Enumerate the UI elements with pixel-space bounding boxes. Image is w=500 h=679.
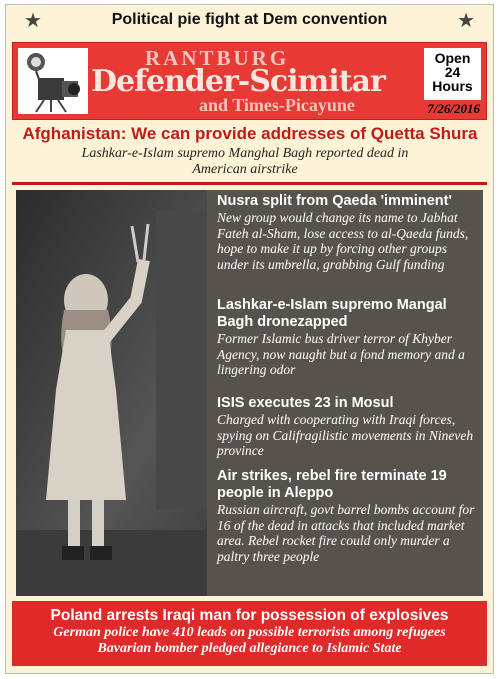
star-icon: ★ <box>457 10 475 32</box>
story-title[interactable]: ISIS executes 23 in Mosul <box>217 395 394 411</box>
star-icon: ★ <box>24 10 42 32</box>
divider <box>12 182 487 185</box>
story-item[interactable] <box>217 297 479 378</box>
girl-with-scissors-photo <box>16 190 238 596</box>
masthead-subtitle: and Times-Picayune <box>199 95 355 115</box>
story-deck: Former Islamic bus driver terror of Khyber Agency, now naught but a fond memory and a lingering odor <box>217 331 465 377</box>
story-item[interactable] <box>217 395 479 459</box>
footer-line: German police have 410 leads on possible terrorists among refugees <box>53 625 446 640</box>
open-24-hours-badge: Open 24 Hours <box>424 48 481 100</box>
masthead-title: Defender-Scimitar <box>91 64 385 99</box>
footer-headline[interactable]: Poland arrests Iraqi man for possession of explosives <box>50 607 449 624</box>
lead-headline[interactable]: Afghanistan: We can provide addresses of Quetta Shura <box>22 124 478 143</box>
lead-subhead: Lashkar-e-Islam supremo Manghal Bagh reported dead in American airstrike <box>81 146 409 177</box>
story-deck: New group would change its name to Jabhat Fateh al-Sham, lose access to al-Qaeda funds, hope to make it up by forcing other groups under its umbrella, grabbing Gulf funding <box>217 210 469 272</box>
story-item[interactable] <box>217 193 479 272</box>
masthead-rantburg: RANTBURG <box>145 46 290 70</box>
story-title[interactable]: Lashkar-e-Islam supremo Mangal Bagh dronezapped <box>217 297 447 330</box>
footer-line: Bavarian bomber pledged allegiance to Islamic State <box>97 641 402 656</box>
story-title[interactable]: Nusra split from Qaeda 'imminent' <box>217 193 452 209</box>
camera-icon <box>18 48 88 114</box>
story-item[interactable] <box>217 468 479 564</box>
story-deck: Charged with cooperating with Iraqi forces, spying on Califragilistic movements in Nineveh province <box>217 412 474 458</box>
story-deck: Russian aircraft, govt barrel bombs account for 16 of the dead in attacks that included market area. Rebel rocket fire could only murder a paltry three people <box>217 502 475 564</box>
teaser-link[interactable]: Political pie fight at Dem convention <box>111 11 388 28</box>
issue-date: 7/26/2016 <box>427 101 480 116</box>
footer-banner[interactable] <box>12 601 487 666</box>
story-title[interactable]: Air strikes, rebel fire terminate 19 people in Aleppo <box>217 468 447 501</box>
masthead-banner[interactable] <box>12 42 487 120</box>
